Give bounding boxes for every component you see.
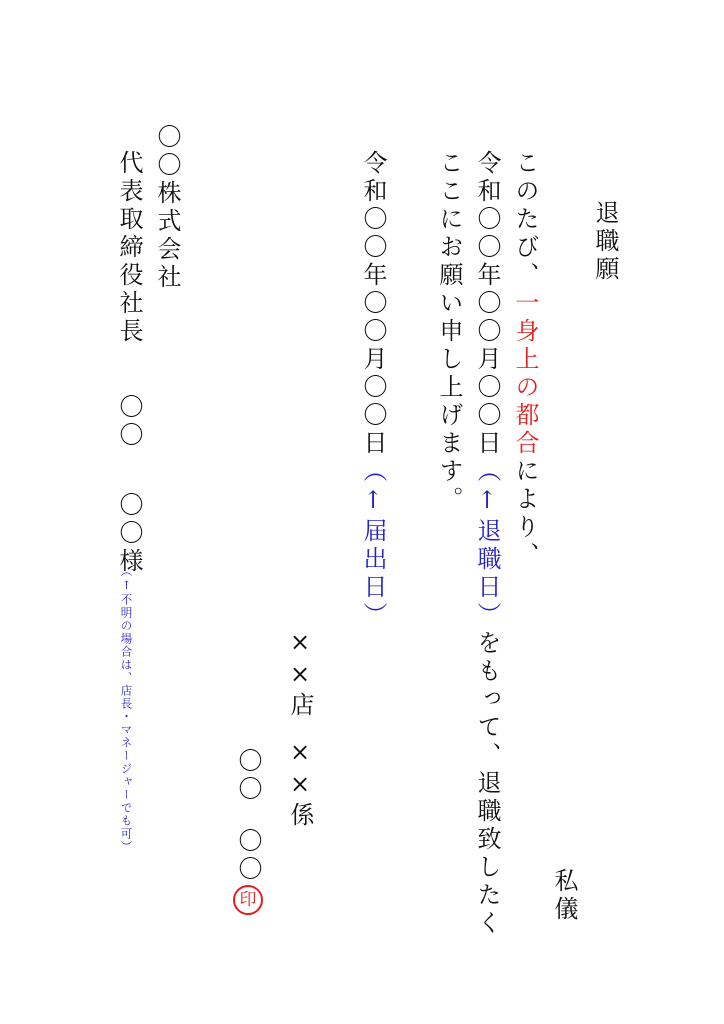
recipient-note: （↑不明の場合は、店長・マネージャーでも可） [119,565,134,854]
submission-date: 令和〇〇年〇〇月〇〇日 [359,150,387,458]
submission-date-note: （↑届出日） [359,458,387,630]
recipient-title: 代表取締役社長 [115,150,143,346]
body-line-2 [475,150,499,938]
body-line-1-start: このたび、 [511,150,539,290]
body-line-1-end: により、 [511,458,539,570]
retirement-date-note: （↑退職日） [473,458,501,630]
recipient-company: 〇〇株式会社 [153,124,181,292]
submission-date-line [361,150,385,630]
retirement-date: 令和〇〇年〇〇月〇〇日 [473,150,501,458]
body-line-3: ここにお願い申し上げます。 [435,150,463,514]
resignation-reason: 一身上の都合 [511,290,539,458]
sender-surname: 〇〇 [234,748,262,804]
body-line-1 [513,150,537,570]
recipient-surname: 〇〇 [115,394,143,450]
seal-stamp: 印 [233,885,263,915]
sender-store: ××店 [286,628,314,720]
recipient-given-name: 〇〇様 [115,492,143,576]
applicant-prefix: 私儀 [550,868,578,924]
sender-department: ××係 [286,738,314,830]
body-line-2-end: をもって、退職致したく [473,630,501,938]
document-title: 退職願 [591,200,619,284]
sender-given-name: 〇〇 [234,828,262,884]
